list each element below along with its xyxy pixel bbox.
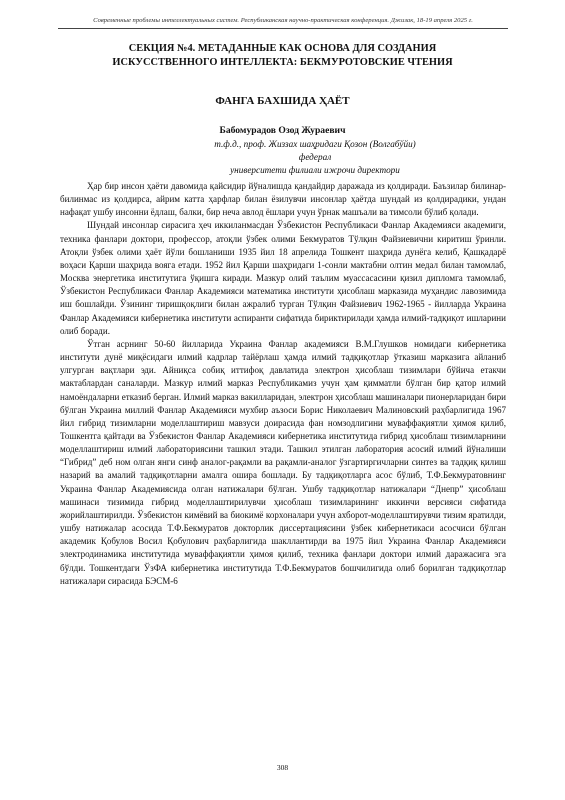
author-affiliation [205, 138, 425, 177]
running-header: Современные проблемы интеллектуальных систем. Республиканская научно-практическая конференция. Джизак, 18-19 апреля 2025 г. [93, 17, 473, 24]
section-title-line-1: СЕКЦИЯ №4. МЕТАДАННЫЕ КАК ОСНОВА ДЛЯ СОЗДАНИЯ [128, 43, 437, 54]
article-title: ФАНГА БАХШИДА ҲАЁТ [215, 95, 350, 107]
affiliation-line-2: университети филиали ижрочи директори [230, 165, 400, 175]
body-paragraph: Ҳар бир инсон ҳаёти давомида қайсидир йўналишда қандайдир даражада из қолдиради. Баъзилар билинар-билинмас из қолдирса, айрим катта ҳарфлар билан ёзилувчи инсонлар ҳаётда шундай из қолдирадики, ундан нафақат ушбу инсонни ёдлаш, балки, бир неча авлод ёшлари учун ўрнак машъали ва тимсоли бўлиб қолади. [60, 181, 506, 218]
body-paragraph: Шундай инсонлар сирасига ҳеч иккиланмасдан Ўзбекистон Республикаси Фанлар Академияси академиги, техника фанлари доктори, профессор, атоқли ўзбек олими Бекмуратов Тўлқин Файзиевични киритиш ўринли. Атоқли ўзбек олими ҳаёт йўли бошланиши 1935 йил 18 апрелида Тошкент шаҳрида дунёга келиб, Қашқадарё воҳаси Қарши шаҳрида вояга етади. 1952 йил Қарши шаҳридаги 1-сонли мактабни олтин медал билан тамомлаб, Москва энергетика институтига ўқишга киради. Мазкур олий таълим муассасасини қизил дипломга тамомлаб, Ўзбекистон Республикаси Фанлар Академияси математика институти ҳисоблаш марказида муҳандис лавозимида иш бошлайди. Ўзининг тиришқоқлиги билан ажралиб турган Тўлқин Файзиевич 1962-1965 - йилларда Украина Фанлар Академияси кибернетика институти аспиранти сифатида бириктирилади ҳамда илмий-тадқиқот ишларини олиб боради. [60, 220, 506, 336]
affiliation-line-1: т.ф.д., проф. Жиззах шаҳридаги Қозон (Волгабўйи) федерал [214, 139, 416, 162]
page-number: 308 [276, 763, 289, 772]
section-title-line-2: ИСКУССТВЕННОГО ИНТЕЛЛЕКТА: БЕКМУРОТОВСКИЕ ЧТЕНИЯ [112, 57, 453, 68]
header-divider [58, 28, 508, 29]
author-name: Бабомурадов Озод Жураевич [219, 125, 346, 136]
section-title [70, 42, 495, 70]
article-body [60, 180, 506, 588]
body-paragraph: Ўтган асрнинг 50-60 йилларида Украина Фанлар академияси В.М.Глушков номидаги кибернетика институти дунё миқёсидаги илмий кадрлар тайёрлаш ҳамда илмий тадқиқотлар ўтказиш марказига айланиб улгурган вақтлари эди. Айниқса собиқ иттифоқ давлатида электрон ҳисоблаш тизимлари бўйича етакчи мактаблардан саналарди. Мазкур илмий марказ Республикамиз учун ҳам қимматли бўлган бир қатор илмий намоёндаларни етказиб берган. Илмий марказ вакилларидан, электрон ҳисоблаш машиналари пионерларидан бири бўлган Украина миллий Фанлар Академияси мухбир аъзоси Борис Николаевич Малиновский раҳбарлигида 1967 йил гибрид тизимларни моделлаштириш мавзуси доирасида фан номзодлигини муваффақиятли ҳимоя қилиб, Тошкентга қайтади ва Ўзбекистон Фанлар Академияси кибернетика институтида гибрид ҳисоблаш тизимларнини моделлаштириш илмий лабораториясини ташкил этади. Ташкил этилган лаборатория асосий илмий йўналиши “Гибрид” деб ном олган янги синф аналог-рақамли ва рақамли-аналог ўзгартиргичларни синтез ва тадқиқ қилиш назарий ва амалий тадқиқотларни амалга ошира бошлади. Бу тадқиқотларга асос бўлиб, Т.Ф.Бекмуратовнинг Украина Фанлар Академиясида олган натижалари бўлган. Ушбу тадқиқотлар натижалари “Днепр” ҳисоблаш машинаси тизимида гибрид моделлаштирилувчи ҳисоблаш тизимларининг иккинчи версияси сифатида жорийлаштирилди. Ўзбекистон кимёвий ва биокимё корхоналари учун ахборот-моделлаштирувчи тизим яратилди, ушбу натижалар асосида Т.Ф.Бекмуратов докторлик диссертациясини ўзбек кибернетикаси асосчиси бўлган академик Қобулов Восил Қобулович раҳбарлигида шакллантирди ва 1975 йил Украина Фанлар Академияси электродинамика институтида муваффақиятли ҳимоя қилиб, техника фанлари доктори илмий даражасига эга бўлди. Тошкентдаги ЎзФА кибернетика институтида Т.Ф.Бекмуратов бошчилигида олиб борилган тадқиқотлар натижалари сирасида БЭСМ-6 [60, 338, 506, 586]
